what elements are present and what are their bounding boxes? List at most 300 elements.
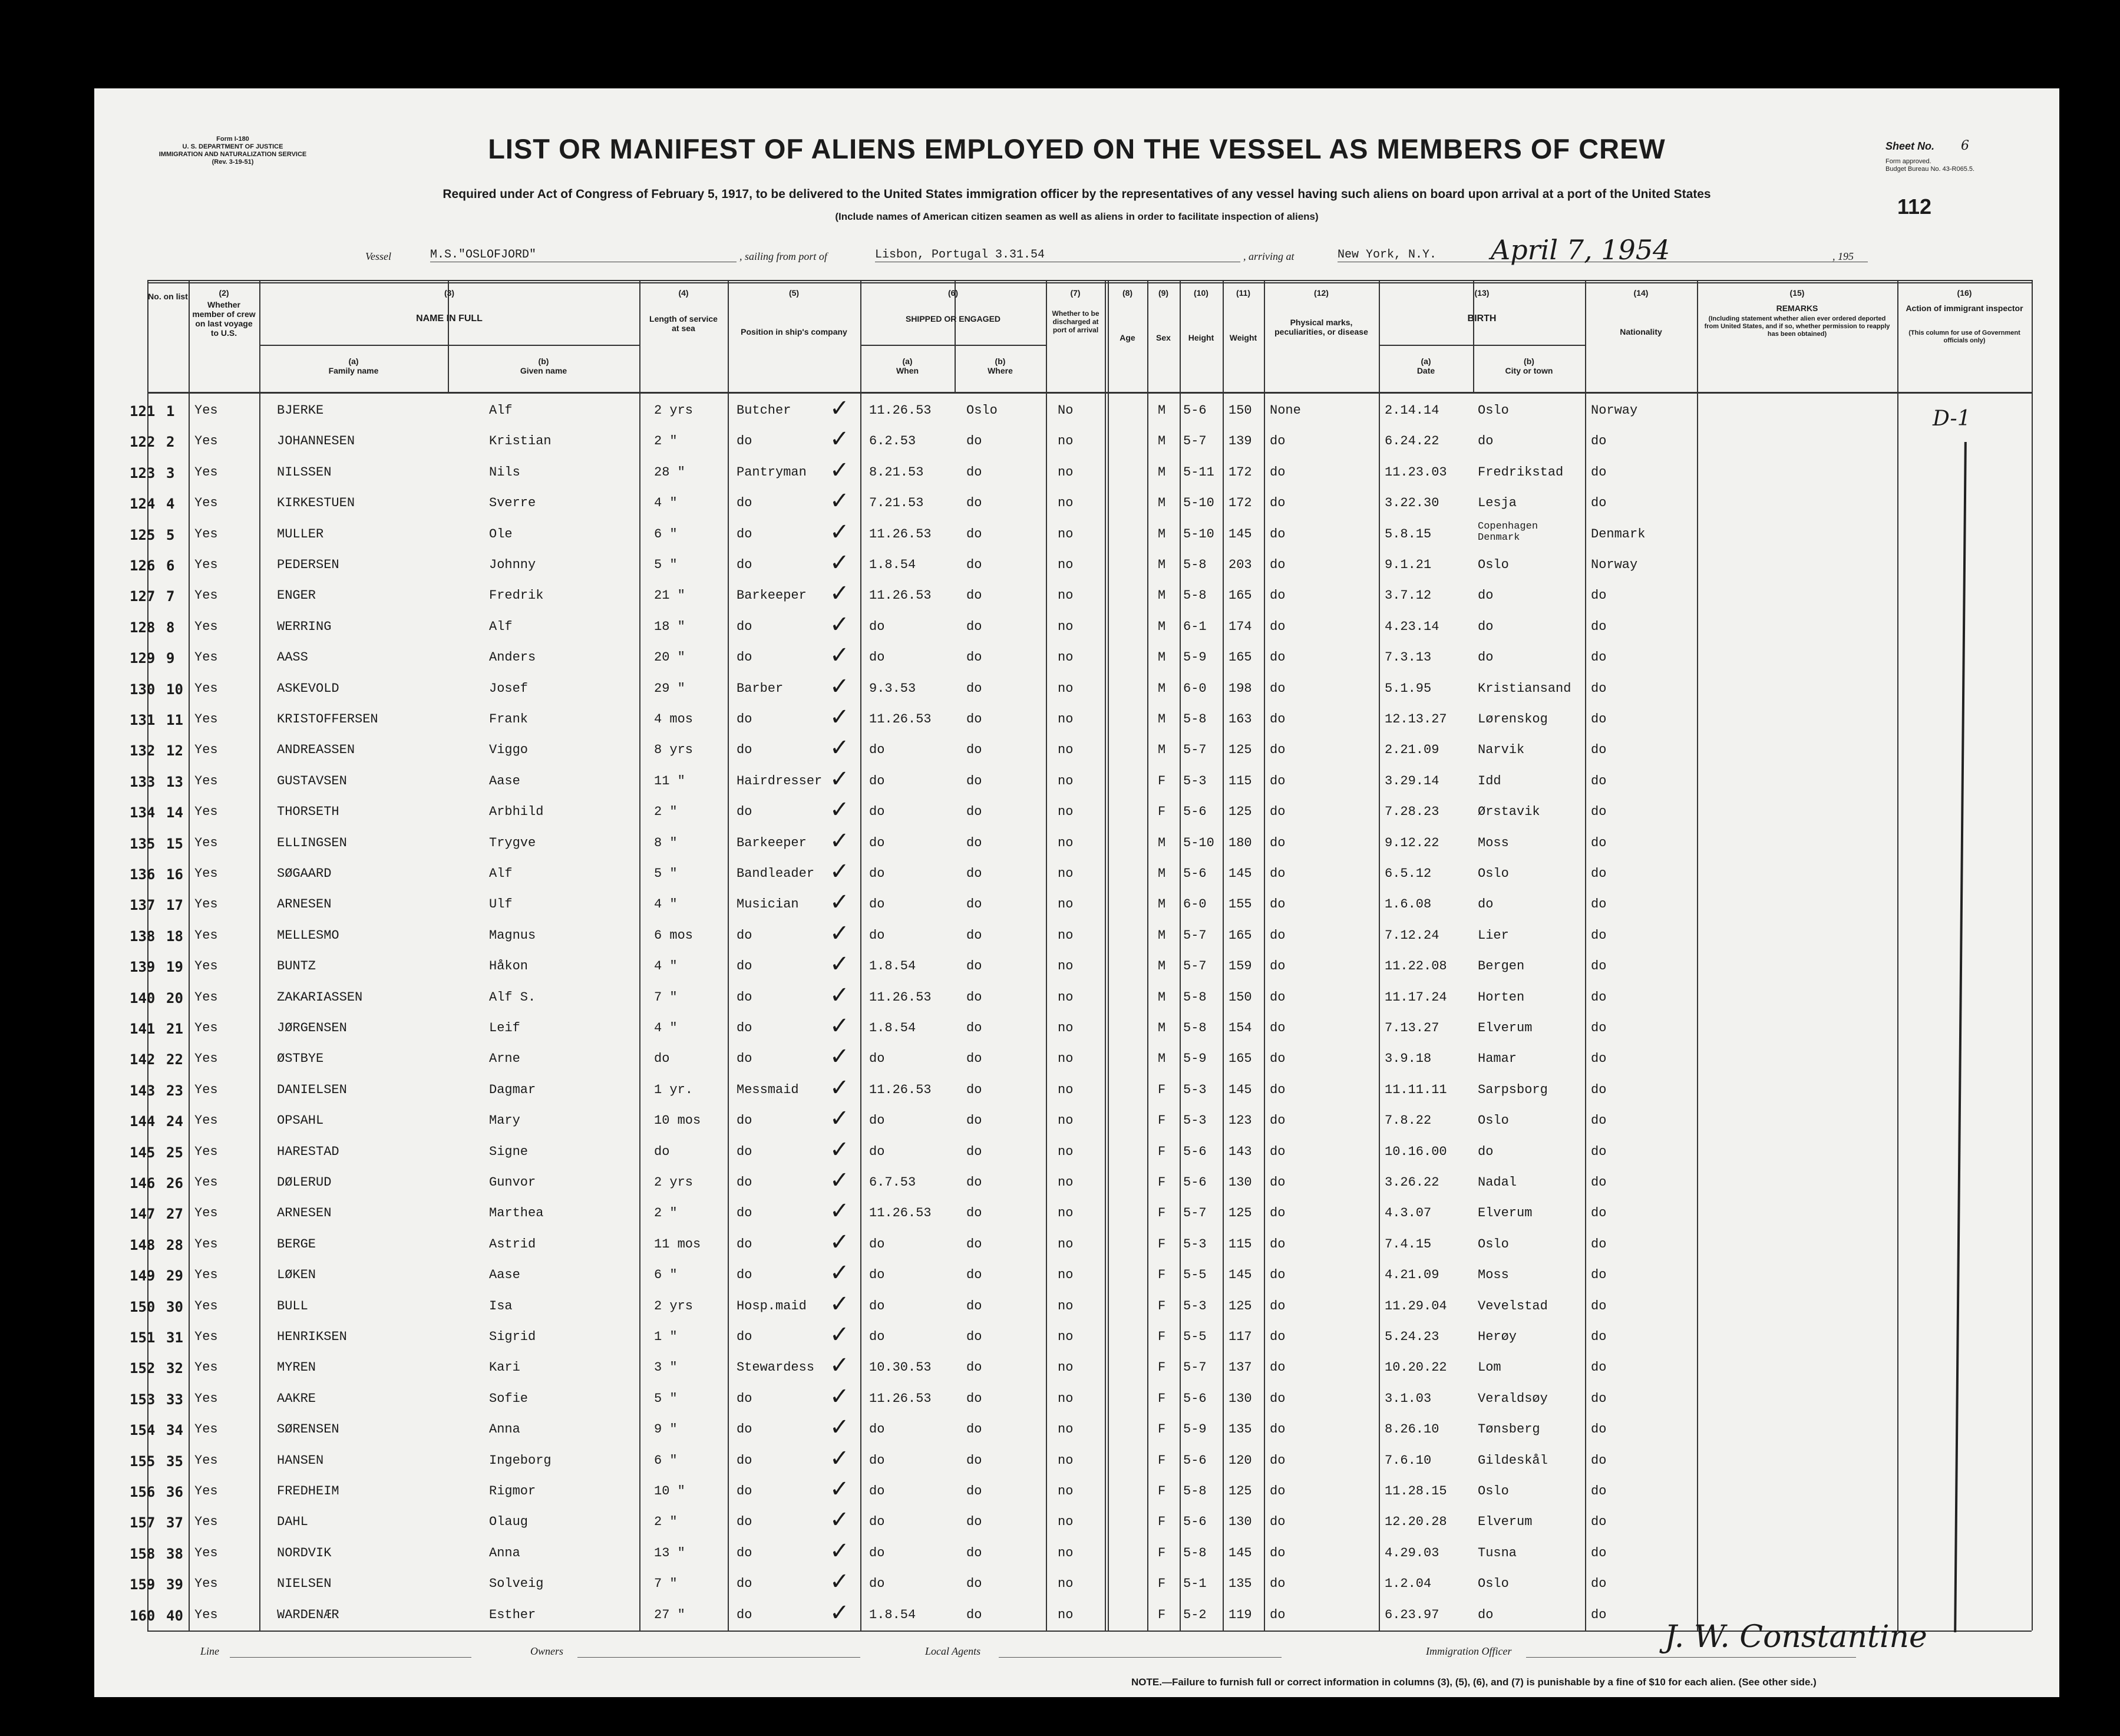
cell-weight: 180 (1229, 835, 1252, 850)
cell-family-name: HARESTAD (277, 1144, 339, 1159)
cell-birth-date: 11.29.04 (1385, 1298, 1447, 1313)
cell-shipped-where: do (966, 464, 982, 480)
cell-discharged: no (1058, 1329, 1074, 1344)
cell-position: do (737, 1175, 752, 1190)
cell-birth-city: Oslo (1478, 557, 1509, 572)
cell-last-voyage: Yes (194, 989, 218, 1005)
check-mark-icon: ✓ (830, 610, 850, 638)
table-row (130, 1444, 2032, 1476)
list-stamp-number: 151 (130, 1329, 156, 1346)
cell-nationality: do (1591, 773, 1607, 788)
cell-weight: 165 (1229, 1051, 1252, 1067)
cell-shipped-when: do (869, 619, 885, 634)
cell-birth-city: Lesja (1478, 496, 1517, 511)
cell-row-number: 19 (166, 959, 183, 976)
cell-shipped-where: do (966, 959, 982, 974)
check-mark-icon: ✓ (830, 1599, 850, 1626)
cell-sex: M (1158, 681, 1166, 696)
cell-physical-marks: None (1270, 403, 1301, 418)
cell-sex: M (1158, 866, 1166, 881)
cell-height: 5-8 (1183, 557, 1207, 572)
cell-birth-city: Hamar (1478, 1051, 1517, 1067)
cell-row-number: 40 (166, 1607, 183, 1624)
cell-height: 5-6 (1183, 804, 1207, 820)
cell-height: 5-8 (1183, 1484, 1207, 1499)
officer-signature: J. W. Constantine (1665, 1619, 1927, 1655)
cell-last-voyage: Yes (194, 804, 218, 820)
header-col-10: Height (1188, 333, 1214, 342)
list-stamp-number: 145 (130, 1144, 156, 1161)
cell-position: do (737, 959, 752, 974)
cell-length-of-service: 4 " (654, 1021, 678, 1035)
cell-last-voyage: Yes (194, 1360, 218, 1375)
cell-given-name: Fredrik (489, 588, 544, 603)
cell-shipped-when: do (869, 1545, 885, 1560)
check-mark-icon: ✓ (830, 950, 850, 978)
cell-given-name: Josef (489, 681, 529, 696)
cell-weight: 174 (1229, 619, 1252, 634)
cell-birth-date: 9.1.21 (1385, 557, 1432, 572)
check-mark-icon: ✓ (830, 1444, 850, 1472)
cell-given-name: Alf S. (489, 989, 536, 1005)
cell-last-voyage: Yes (194, 588, 218, 603)
table-row (130, 1259, 2032, 1290)
cell-height: 5-7 (1183, 742, 1207, 758)
table-row (130, 1476, 2032, 1506)
cell-shipped-where: do (966, 1576, 982, 1592)
cell-family-name: ANDREASSEN (277, 742, 355, 758)
table-row (130, 1105, 2032, 1136)
cell-given-name: Arne (489, 1051, 520, 1067)
cell-position: Stewardess (737, 1360, 815, 1375)
header-col-12: Physical marks, peculiarities, or disease (1274, 318, 1368, 336)
table-row (130, 1228, 2032, 1259)
cell-height: 5-9 (1183, 1422, 1207, 1437)
cell-position: Bandleader (737, 866, 815, 881)
cell-family-name: THORSETH (277, 804, 339, 820)
cell-weight: 203 (1229, 557, 1252, 572)
cell-row-number: 26 (166, 1175, 183, 1192)
list-stamp-number: 148 (130, 1236, 156, 1253)
cell-length-of-service: 1 " (654, 1329, 678, 1344)
cell-family-name: JOHANNESEN (277, 434, 355, 449)
cell-weight: 145 (1229, 1082, 1252, 1097)
cell-position: do (737, 526, 752, 542)
header-col-3: NAME IN FULL (416, 313, 483, 324)
cell-last-voyage: Yes (194, 773, 218, 788)
cell-sex: F (1158, 1298, 1166, 1313)
cell-discharged: no (1058, 464, 1074, 480)
list-stamp-number: 138 (130, 928, 156, 945)
cell-shipped-where: do (966, 897, 982, 912)
table-row (130, 1290, 2032, 1321)
cell-sex: F (1158, 1329, 1166, 1344)
cell-position: do (737, 742, 752, 758)
cell-row-number: 29 (166, 1268, 183, 1285)
header-col-1: No. on list (148, 292, 188, 301)
cell-weight: 125 (1229, 1206, 1252, 1221)
header-col-6a: (a) When (896, 357, 919, 375)
manifest-sheet (94, 88, 2059, 1697)
cell-nationality: do (1591, 1360, 1607, 1375)
form-footer (147, 1619, 2032, 1678)
cell-last-voyage: Yes (194, 1329, 218, 1344)
table-row (130, 889, 2032, 919)
cell-shipped-where: do (966, 712, 982, 727)
cell-sex: F (1158, 1514, 1166, 1530)
cell-height: 5-6 (1183, 1514, 1207, 1530)
cell-nationality: do (1591, 1144, 1607, 1159)
list-stamp-number: 141 (130, 1021, 156, 1037)
cell-shipped-when: do (869, 1051, 885, 1067)
cell-last-voyage: Yes (194, 1268, 218, 1283)
cell-nationality: do (1591, 496, 1607, 511)
list-stamp-number: 152 (130, 1360, 156, 1377)
cell-shipped-where: Oslo (966, 403, 998, 418)
cell-row-number: 36 (166, 1484, 183, 1500)
header-col-3a: (a) Family name (328, 357, 379, 375)
header-col-4-number: (4) (678, 288, 689, 298)
cell-position: do (737, 928, 752, 943)
list-stamp-number: 130 (130, 681, 156, 698)
cell-physical-marks: do (1270, 1236, 1286, 1252)
cell-length-of-service: 27 " (654, 1607, 685, 1622)
cell-height: 5-1 (1183, 1576, 1207, 1592)
cell-shipped-where: do (966, 1113, 982, 1128)
header-col-2: Whether member of crew on last voyage to U.S. (192, 300, 256, 338)
cell-family-name: SØGAARD (277, 866, 332, 881)
cell-family-name: JØRGENSEN (277, 1021, 347, 1035)
cell-last-voyage: Yes (194, 681, 218, 696)
cell-physical-marks: do (1270, 1391, 1286, 1406)
cell-weight: 115 (1229, 1236, 1252, 1252)
cell-row-number: 1 (166, 403, 175, 420)
cell-height: 5-5 (1183, 1329, 1207, 1344)
check-mark-icon: ✓ (830, 889, 850, 916)
cell-shipped-where: do (966, 1144, 982, 1159)
cell-last-voyage: Yes (194, 1021, 218, 1035)
cell-physical-marks: do (1270, 712, 1286, 727)
cell-shipped-where: do (966, 835, 982, 850)
cell-family-name: ZAKARIASSEN (277, 989, 363, 1005)
cell-length-of-service: 4 mos (654, 712, 694, 727)
cell-last-voyage: Yes (194, 1082, 218, 1097)
table-row (130, 858, 2032, 889)
cell-row-number: 10 (166, 681, 183, 698)
arriving-at: New York, N.Y. (1338, 248, 1868, 262)
cell-weight: 119 (1229, 1607, 1252, 1622)
cell-nationality: do (1591, 1021, 1607, 1035)
table-row (130, 1568, 2032, 1599)
cell-last-voyage: Yes (194, 835, 218, 850)
cell-last-voyage: Yes (194, 496, 218, 511)
cell-length-of-service: 9 " (654, 1422, 678, 1437)
cell-last-voyage: Yes (194, 897, 218, 912)
approval-line: Form approved. (1885, 158, 1931, 165)
cell-row-number: 7 (166, 588, 175, 605)
cell-nationality: do (1591, 1051, 1607, 1067)
header-col-3-number: (3) (444, 288, 455, 298)
cell-given-name: Ole (489, 526, 513, 542)
cell-shipped-where: do (966, 1360, 982, 1375)
cell-physical-marks: do (1270, 742, 1286, 758)
cell-family-name: AASS (277, 650, 308, 665)
cell-birth-date: 4.21.09 (1385, 1268, 1439, 1283)
cell-given-name: Sofie (489, 1391, 529, 1406)
cell-nationality: do (1591, 681, 1607, 696)
cell-weight: 130 (1229, 1514, 1252, 1530)
cell-given-name: Alf (489, 866, 513, 881)
cell-nationality: do (1591, 1206, 1607, 1221)
header-col-3b: (b) Given name (520, 357, 567, 375)
page-subtitle-note: (Include names of American citizen seamen as well as aliens in order to facilitate inspection of aliens) (835, 211, 1319, 222)
cell-last-voyage: Yes (194, 1051, 218, 1067)
cell-discharged: no (1058, 496, 1074, 511)
list-stamp-number: 149 (130, 1268, 156, 1285)
cell-discharged: no (1058, 897, 1074, 912)
cell-physical-marks: do (1270, 526, 1286, 542)
header-col-14: Nationality (1620, 327, 1662, 336)
page-subtitle: Required under Act of Congress of February 5, 1917, to be delivered to the United States immigration officer by the representatives of any vessel having such aliens on board upon arrival at a port of the United States (443, 187, 1711, 201)
cell-row-number: 25 (166, 1144, 183, 1161)
cell-shipped-where: do (966, 588, 982, 603)
cell-family-name: BULL (277, 1298, 308, 1313)
cell-discharged: no (1058, 1514, 1074, 1530)
check-mark-icon: ✓ (830, 580, 850, 608)
list-stamp-number: 147 (130, 1206, 156, 1223)
cell-physical-marks: do (1270, 1051, 1286, 1067)
page-number: 112 (1897, 194, 1932, 219)
cell-last-voyage: Yes (194, 1484, 218, 1499)
cell-shipped-where: do (966, 1514, 982, 1530)
cell-length-of-service: 8 " (654, 835, 678, 850)
cell-birth-city: Nadal (1478, 1175, 1517, 1190)
form-id-line: IMMIGRATION AND NATURALIZATION SERVICE (158, 151, 307, 158)
cell-position: Butcher (737, 403, 791, 418)
cell-sex: M (1158, 464, 1166, 480)
cell-length-of-service: 3 " (654, 1360, 678, 1375)
cell-physical-marks: do (1270, 650, 1286, 665)
cell-shipped-when: 7.21.53 (869, 496, 924, 511)
cell-length-of-service: 13 " (654, 1545, 685, 1560)
cell-discharged: no (1058, 804, 1074, 820)
cell-sex: M (1158, 928, 1166, 943)
list-stamp-number: 144 (130, 1113, 156, 1130)
cell-family-name: AAKRE (277, 1391, 316, 1406)
cell-position: do (737, 1021, 752, 1035)
table-row (130, 672, 2032, 704)
list-stamp-number: 126 (130, 557, 156, 574)
approval-line: Budget Bureau No. 43-R065.5. (1885, 166, 1975, 173)
check-mark-icon: ✓ (830, 1136, 850, 1163)
cell-shipped-when: do (869, 1576, 885, 1592)
cell-given-name: Esther (489, 1607, 536, 1622)
check-mark-icon: ✓ (830, 1105, 850, 1133)
cell-length-of-service: 6 mos (654, 928, 694, 943)
cell-birth-date: 5.1.95 (1385, 681, 1432, 696)
cell-birth-city: Oslo (1478, 866, 1509, 881)
table-row (130, 1382, 2032, 1414)
cell-weight: 143 (1229, 1144, 1252, 1159)
cell-physical-marks: do (1270, 1422, 1286, 1437)
cell-nationality: Denmark (1591, 526, 1646, 542)
cell-family-name: GUSTAVSEN (277, 773, 347, 788)
cell-discharged: no (1058, 1236, 1074, 1252)
line-label: Line (200, 1645, 220, 1657)
cell-shipped-where: do (966, 1453, 982, 1468)
cell-row-number: 4 (166, 496, 175, 513)
cell-given-name: Isa (489, 1298, 513, 1313)
cell-family-name: HENRIKSEN (277, 1329, 347, 1344)
cell-row-number: 14 (166, 804, 183, 821)
cell-discharged: no (1058, 588, 1074, 603)
cell-given-name: Leif (489, 1021, 520, 1035)
cell-height: 5-6 (1183, 1453, 1207, 1468)
cell-weight: 135 (1229, 1576, 1252, 1592)
sheet-number (1885, 138, 1969, 153)
check-mark-icon: ✓ (830, 704, 850, 731)
check-mark-icon: ✓ (830, 1568, 850, 1596)
form-id-line: U. S. DEPARTMENT OF JUSTICE (182, 143, 283, 150)
cell-discharged: no (1058, 742, 1074, 758)
cell-row-number: 16 (166, 866, 183, 883)
cell-given-name: Ulf (489, 897, 513, 912)
header-col-16-number: (16) (1957, 288, 1972, 298)
cell-sex: M (1158, 712, 1166, 727)
cell-height: 6-0 (1183, 681, 1207, 696)
cell-row-number: 30 (166, 1298, 183, 1315)
cell-nationality: do (1591, 835, 1607, 850)
cell-physical-marks: do (1270, 1298, 1286, 1313)
check-mark-icon: ✓ (830, 981, 850, 1009)
cell-family-name: ARNESEN (277, 897, 332, 912)
cell-discharged: no (1058, 681, 1074, 696)
cell-discharged: no (1058, 1360, 1074, 1375)
table-row (130, 919, 2032, 950)
cell-shipped-when: do (869, 650, 885, 665)
cell-height: 5-6 (1183, 1175, 1207, 1190)
cell-length-of-service: 2 " (654, 804, 678, 820)
cell-height: 5-2 (1183, 1607, 1207, 1622)
cell-shipped-where: do (966, 742, 982, 758)
cell-birth-date: 7.4.15 (1385, 1236, 1432, 1252)
table-row (130, 518, 2032, 549)
cell-row-number: 23 (166, 1082, 183, 1099)
list-stamp-number: 135 (130, 835, 156, 852)
table-row (130, 765, 2032, 796)
cell-birth-city: Oslo (1478, 403, 1509, 418)
cell-given-name: Kristian (489, 434, 552, 449)
cell-weight: 130 (1229, 1175, 1252, 1190)
cell-length-of-service: 6 " (654, 1268, 678, 1283)
vessel-info (94, 234, 2059, 268)
cell-weight: 123 (1229, 1113, 1252, 1128)
header-col-6-number: (6) (947, 288, 959, 298)
cell-discharged: No (1058, 403, 1074, 418)
table-row (130, 549, 2032, 580)
local-agents-label: Local Agents (925, 1645, 981, 1657)
cell-position: do (737, 1268, 752, 1283)
cell-discharged: no (1058, 712, 1074, 727)
cell-physical-marks: do (1270, 619, 1286, 634)
cell-weight: 198 (1229, 681, 1252, 696)
cell-discharged: no (1058, 866, 1074, 881)
cell-family-name: NILSSEN (277, 464, 332, 480)
table-row (130, 1136, 2032, 1167)
table-row (130, 1537, 2032, 1568)
cell-weight: 150 (1229, 989, 1252, 1005)
cell-nationality: do (1591, 1268, 1607, 1283)
header-col-8-number: (8) (1122, 288, 1133, 298)
cell-birth-date: 7.8.22 (1385, 1113, 1432, 1128)
cell-discharged: no (1058, 650, 1074, 665)
cell-row-number: 15 (166, 835, 183, 852)
cell-family-name: ELLINGSEN (277, 835, 347, 850)
cell-sex: M (1158, 588, 1166, 603)
cell-given-name: Trygve (489, 835, 536, 850)
cell-family-name: KRISTOFFERSEN (277, 712, 378, 727)
cell-nationality: do (1591, 1545, 1607, 1560)
cell-family-name: BERGE (277, 1236, 316, 1252)
cell-family-name: NIELSEN (277, 1576, 332, 1592)
cell-birth-date: 1.2.04 (1385, 1576, 1432, 1592)
cell-shipped-when: 1.8.54 (869, 557, 916, 572)
cell-given-name: Håkon (489, 959, 529, 974)
cell-nationality: do (1591, 804, 1607, 820)
list-stamp-number: 124 (130, 496, 156, 513)
cell-position: do (737, 557, 752, 572)
cell-row-number: 37 (166, 1514, 183, 1532)
cell-sex: M (1158, 619, 1166, 634)
cell-last-voyage: Yes (194, 866, 218, 881)
cell-given-name: Aase (489, 1268, 520, 1283)
cell-height: 5-5 (1183, 1268, 1207, 1283)
cell-physical-marks: do (1270, 1484, 1286, 1499)
cell-birth-date: 2.14.14 (1385, 403, 1439, 418)
cell-birth-date: 6.24.22 (1385, 434, 1439, 449)
cell-family-name: KIRKESTUEN (277, 496, 355, 511)
cell-shipped-where: do (966, 1175, 982, 1190)
cell-length-of-service: 2 " (654, 1514, 678, 1530)
cell-birth-city: Veraldsøy (1478, 1391, 1548, 1406)
cell-row-number: 34 (166, 1422, 183, 1439)
cell-birth-city: Gildeskål (1478, 1453, 1548, 1468)
cell-last-voyage: Yes (194, 434, 218, 449)
cell-physical-marks: do (1270, 434, 1286, 449)
cell-position: Hairdresser (737, 773, 823, 788)
cell-shipped-when: do (869, 742, 885, 758)
cell-family-name: PEDERSEN (277, 557, 339, 572)
cell-shipped-where: do (966, 1051, 982, 1067)
cell-weight: 154 (1229, 1021, 1252, 1035)
cell-height: 5-9 (1183, 1051, 1207, 1067)
cell-position: Messmaid (737, 1082, 799, 1097)
cell-shipped-where: do (966, 434, 982, 449)
cell-given-name: Dagmar (489, 1082, 536, 1097)
list-stamp-number: 150 (130, 1298, 156, 1315)
cell-birth-city: Horten (1478, 989, 1525, 1005)
cell-given-name: Johnny (489, 557, 536, 572)
cell-birth-city: Vevelstad (1478, 1298, 1548, 1313)
cell-discharged: no (1058, 1422, 1074, 1437)
cell-length-of-service: 7 " (654, 989, 678, 1005)
cell-sex: M (1158, 835, 1166, 850)
cell-row-number: 39 (166, 1576, 183, 1593)
cell-family-name: ASKEVOLD (277, 681, 339, 696)
cell-family-name: ENGER (277, 588, 316, 603)
cell-row-number: 2 (166, 434, 175, 451)
cell-birth-city: Elverum (1478, 1206, 1533, 1221)
